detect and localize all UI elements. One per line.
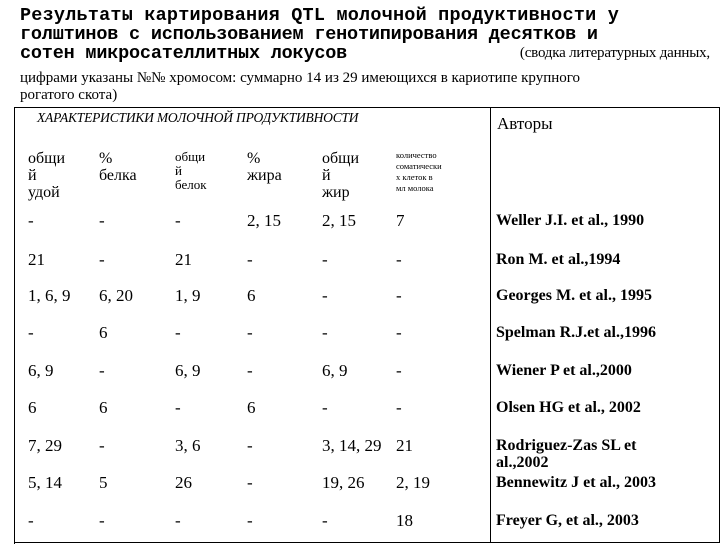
author-cell: Weller J.I. et al., 1990 [496,212,645,229]
table-cell: 7, 29 [28,436,62,455]
table-cell: - [322,286,328,305]
table-cell: 19, 26 [322,473,365,492]
table-cell: - [396,361,402,380]
header-milk-characteristics: ХАРАКТЕРИСТИКИ МОЛОЧНОЙ ПРОДУКТИВНОСТИ [37,110,359,125]
table-cell: 3, 6 [175,436,201,455]
chromosome-note-line-2: рогатого скота) [20,87,118,103]
slide-title [20,6,710,63]
table-cell: - [175,323,181,342]
table-cell: - [396,250,402,269]
table-cell: - [396,286,402,305]
table-cell: - [396,398,402,417]
table-cell: 2, 19 [396,473,430,492]
author-cell: Olsen HG et al., 2002 [496,399,641,416]
table-cell: 6, 9 [28,361,54,380]
col-fat-pct-header: % жира [247,150,282,184]
table-cell: - [247,323,253,342]
table-cell: - [99,361,105,380]
table-cell: - [247,473,253,492]
title-line-3-main: сотен микросателлитных локусов [20,43,348,64]
table-cell: - [322,398,328,417]
table-cell: - [396,323,402,342]
table-cell: 6 [247,286,256,305]
table-cell: 1, 9 [175,286,201,305]
table-cell: 6 [99,398,108,417]
table-cell: - [175,511,181,530]
table-bottom-border [14,542,720,543]
table-cell: - [28,323,34,342]
author-cell: Rodriguez-Zas SL et al.,2002 [496,437,637,471]
col-somatic-cells-header: количество соматически х клеток в мл молока [396,150,442,193]
table-cell: - [99,211,105,230]
title-line-3 [20,44,710,63]
col-protein-pct-header: % белка [99,150,137,184]
table-cell: 1, 6, 9 [28,286,71,305]
table-cell: - [175,398,181,417]
table-cell: 21 [175,250,192,269]
table-cell: 6, 9 [322,361,348,380]
col-total-protein-header: общи й белок [175,149,207,192]
table-cell: - [247,511,253,530]
table-cell: - [99,436,105,455]
authors-column-divider [490,107,491,543]
table-cell: 26 [175,473,192,492]
table-cell: 6, 9 [175,361,201,380]
table-cell: 6, 20 [99,286,133,305]
table-cell: 6 [28,398,37,417]
author-cell: Wiener P et al.,2000 [496,362,632,379]
chromosome-note-line-1: цифрами указаны №№ хромосом: суммарно 14 из 29 имеющихся в кариотипе крупного [20,70,581,86]
author-cell: Bennewitz J et al., 2003 [496,474,656,491]
table-cell: - [99,511,105,530]
table-cell: 21 [28,250,45,269]
col-total-fat-header: общи й жир [322,150,360,201]
table-cell: - [322,250,328,269]
table-cell: 18 [396,511,413,530]
table-cell: - [28,211,34,230]
table-cell: 3, 14, 29 [322,436,382,455]
author-cell: Spelman R.J.et al.,1996 [496,324,656,341]
table-cell: 5, 14 [28,473,62,492]
title-line-2: голштинов с использованием генотипирования десятков и [20,24,598,45]
chromosome-note [20,70,700,104]
table-cell: - [247,361,253,380]
author-cell: Freyer G, et al., 2003 [496,512,639,529]
table-cell: 2, 15 [247,211,281,230]
col-total-milk-header: общи й удой [28,150,66,201]
table-cell: - [322,323,328,342]
table-cell: - [28,511,34,530]
table-cell: - [247,436,253,455]
table-cell: 2, 15 [322,211,356,230]
title-line-1: Результаты картирования QTL молочной продуктивности у [20,5,619,26]
table-cell: 5 [99,473,108,492]
table-cell: 6 [99,323,108,342]
author-cell: Ron M. et al.,1994 [496,251,621,268]
table-cell: - [99,250,105,269]
table-cell: - [175,211,181,230]
author-cell: Georges M. et al., 1995 [496,287,652,304]
table-cell: - [322,511,328,530]
table-cell: - [247,250,253,269]
table-cell: 6 [247,398,256,417]
header-authors: Авторы [497,114,553,133]
table-cell: 7 [396,211,405,230]
title-line-3-note: (сводка литературных данных, [519,45,710,61]
table-cell: 21 [396,436,413,455]
